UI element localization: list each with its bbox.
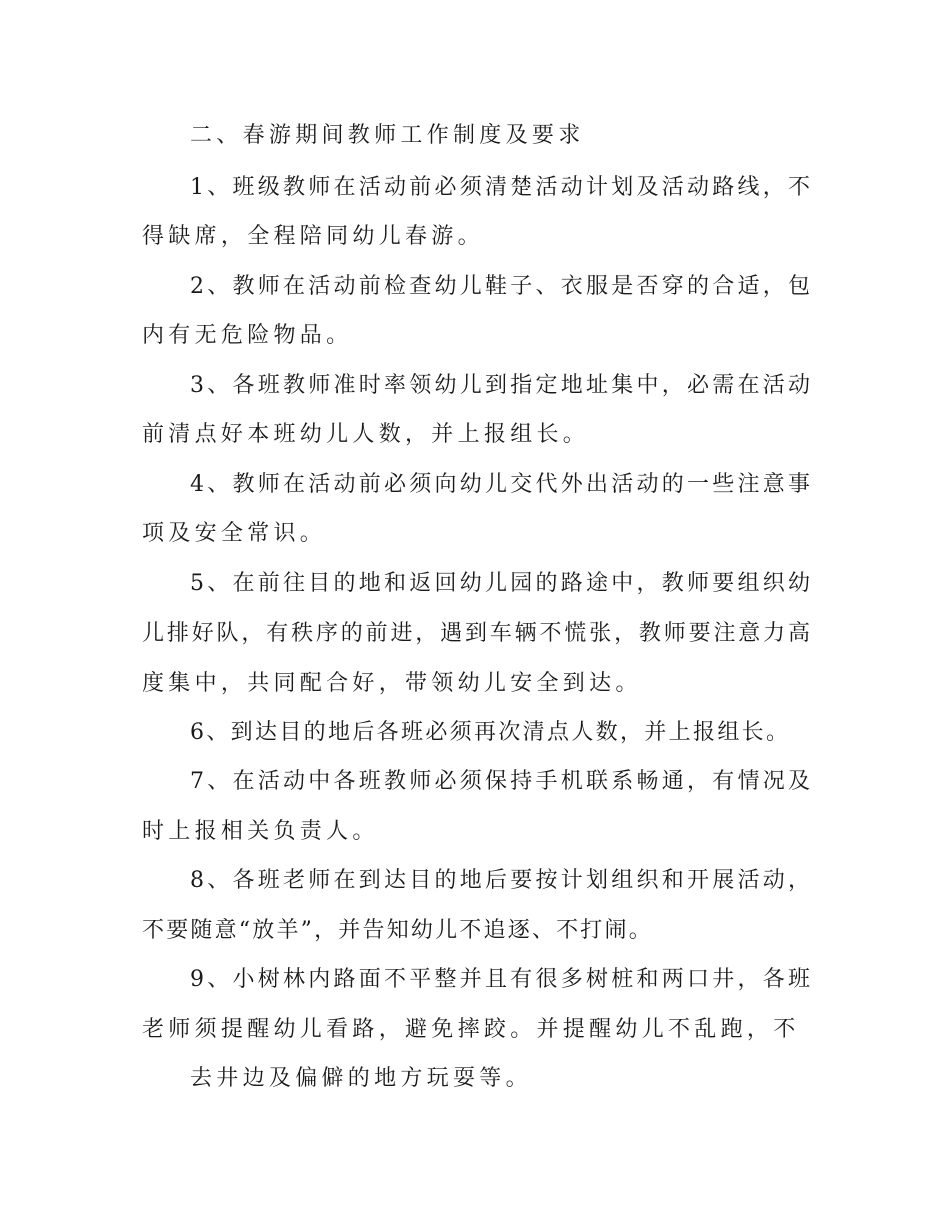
item-5-line-2: 儿排好队，有秩序的前进，遇到车辆不慌张，教师要注意力高 xyxy=(142,621,810,646)
item-4-line-2: 项及安全常识。 xyxy=(142,521,327,546)
item-7-line-1: 7、在活动中各班教师必须保持手机联系畅通，有情况及 xyxy=(190,769,810,794)
item-7-line-2: 时上报相关负责人。 xyxy=(142,819,379,844)
item-9-line-2: 老师须提醒幼儿看路，避免摔跤。并提醒幼儿不乱跑，不 xyxy=(142,1017,800,1042)
section-heading: 二、春游期间教师工作制度及要求 xyxy=(190,123,585,148)
item-9-line-1: 9、小树林内路面不平整并且有很多树桩和两口井，各班 xyxy=(190,967,810,992)
item-1-line-1: 1、班级教师在活动前必须清楚活动计划及活动路线，不 xyxy=(190,175,810,200)
item-8-line-1: 8、各班老师在到达目的地后要按计划组织和开展活动， xyxy=(190,868,810,893)
item-5-line-1: 5、在前往目的地和返回幼儿园的路途中，教师要组织幼 xyxy=(190,571,810,596)
item-6-line-1: 6、到达目的地后各班必须再次清点人数，并上报组长。 xyxy=(190,720,788,745)
item-5-line-3: 度集中，共同配合好，带领幼儿安全到达。 xyxy=(142,671,642,696)
item-8-line-2: 不要随意“放羊”，并告知幼儿不追逐、不打闹。 xyxy=(142,918,653,943)
item-4-line-1: 4、教师在活动前必须向幼儿交代外出活动的一些注意事 xyxy=(190,472,810,497)
item-2-line-1: 2、教师在活动前检查幼儿鞋子、衣服是否穿的合适，包 xyxy=(190,274,810,299)
item-3-line-2: 前清点好本班幼儿人数，并上报组长。 xyxy=(142,422,590,447)
item-9-line-3: 去井边及偏僻的地方玩耍等。 xyxy=(190,1066,532,1091)
item-2-line-2: 内有无危险物品。 xyxy=(142,323,353,348)
item-1-line-2: 得缺席，全程陪同幼儿春游。 xyxy=(142,224,484,249)
item-3-line-1: 3、各班教师准时率领幼儿到指定地址集中，必需在活动 xyxy=(190,373,810,398)
